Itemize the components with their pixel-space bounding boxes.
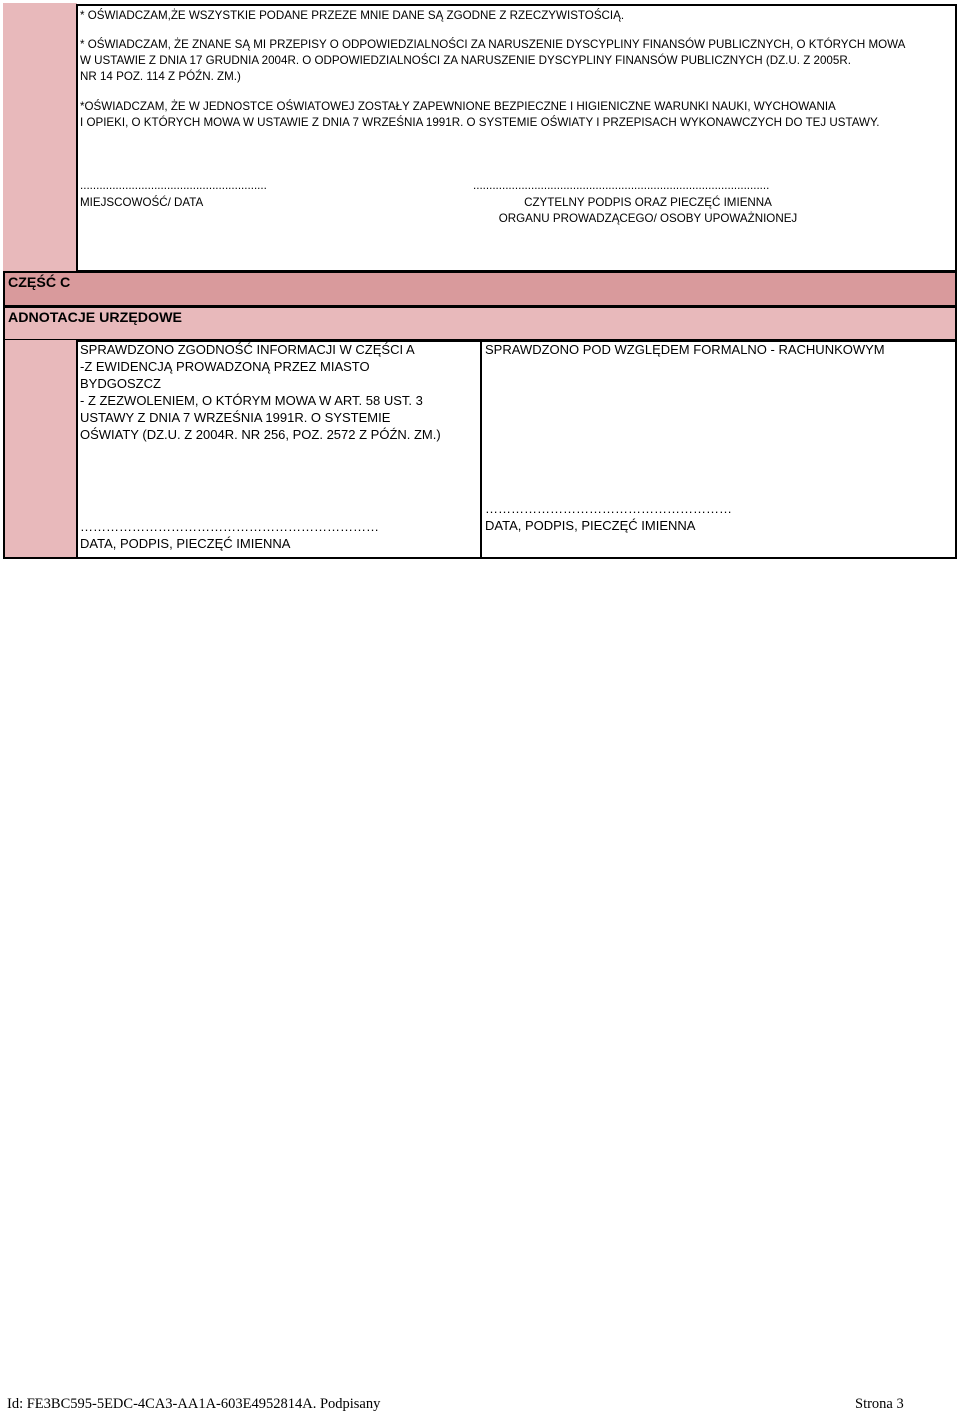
section-c-left-margin bbox=[3, 340, 77, 559]
document-id: Id: FE3BC595-5EDC-4CA3-AA1A-603E4952814A. Podpisany bbox=[7, 1396, 381, 1412]
signature-dots: ............................................................................................ bbox=[473, 179, 770, 192]
verification-left-line-4: - Z ZEZWOLENIEM, O KTÓRYM MOWA W ART. 58 UST. 3 bbox=[80, 393, 423, 408]
left-signature-label: DATA, PODPIS, PIECZĘĆ IMIENNA bbox=[80, 536, 291, 551]
verification-left-line-6: OŚWIATY (DZ.U. Z 2004R. NR 256, POZ. 2572 Z PÓŹN. ZM.) bbox=[80, 427, 441, 442]
section-c-header bbox=[3, 271, 957, 307]
official-notes-title: ADNOTACJE URZĘDOWE bbox=[8, 310, 182, 326]
verification-left-line-3: BYDGOSZCZ bbox=[80, 376, 161, 391]
signature-label-line-1: CZYTELNY PODPIS ORAZ PIECZĘĆ IMIENNA bbox=[524, 196, 772, 209]
place-date-label: MIEJSCOWOŚĆ/ DATA bbox=[80, 196, 204, 209]
place-date-dots: .......................................................... bbox=[80, 179, 267, 192]
verification-left-line-5: USTAWY Z DNIA 7 WRZEŚNIA 1991R. O SYSTEMIE bbox=[80, 410, 391, 425]
right-signature-dots: ………………………………………………… bbox=[485, 501, 732, 516]
page-number: Strona 3 bbox=[855, 1396, 904, 1412]
right-signature-label: DATA, PODPIS, PIECZĘĆ IMIENNA bbox=[485, 518, 696, 533]
declaration-discipline-line-2: W USTAWIE Z DNIA 17 GRUDNIA 2004R. O ODPOWIEDZIALNOŚCI ZA NARUSZENIE DYSCYPLINY FINANSÓW PUBLICZNYCH (DZ.U. Z 2005R. bbox=[80, 54, 851, 67]
section-c-title: CZĘŚĆ C bbox=[8, 275, 71, 291]
signature-label-line-2: ORGANU PROWADZĄCEGO/ OSOBY UPOWAŻNIONEJ bbox=[498, 212, 798, 225]
declaration-truthfulness: * OŚWIADCZAM,ŻE WSZYSTKIE PODANE PRZEZE MNIE DANE SĄ ZGODNE Z RZECZYWISTOŚCIĄ. bbox=[80, 9, 625, 22]
declaration-discipline-line-1: * OŚWIADCZAM, ŻE ZNANE SĄ MI PRZEPISY O ODPOWIEDZIALNOŚCI ZA NARUSZENIE DYSCYPLINY FINANSÓW PUBLICZNYCH, O KTÓRYCH MOWA bbox=[80, 38, 906, 51]
declaration-safety-line-2: I OPIEKI, O KTÓRYCH MOWA W USTAWIE Z DNIA 7 WRZEŚNIA 1991R. O SYSTEMIE OŚWIATY I PRZEPISACH WYKONAWCZYCH DO TEJ USTAWY. bbox=[80, 116, 880, 129]
verification-right-heading: SPRAWDZONO POD WZGLĘDEM FORMALNO - RACHUNKOWYM bbox=[485, 342, 885, 357]
declaration-discipline-line-3: NR 14 POZ. 114 Z PÓŹN. ZM.) bbox=[80, 70, 241, 83]
left-signature-dots: …………………………………………………………… bbox=[80, 519, 379, 534]
verification-left-line-1: SPRAWDZONO ZGODNOŚĆ INFORMACJI W CZĘŚCI A bbox=[80, 342, 415, 357]
left-margin-column bbox=[3, 3, 77, 271]
verification-left-line-2: -Z EWIDENCJĄ PROWADZONĄ PRZEZ MIASTO bbox=[80, 359, 370, 374]
declaration-safety-line-1: *OŚWIADCZAM, ŻE W JEDNOSTCE OŚWIATOWEJ ZOSTAŁY ZAPEWNIONE BEZPIECZNE I HIGIENICZNE WARUNKI NAUKI, WYCHOWANIA bbox=[80, 100, 836, 113]
